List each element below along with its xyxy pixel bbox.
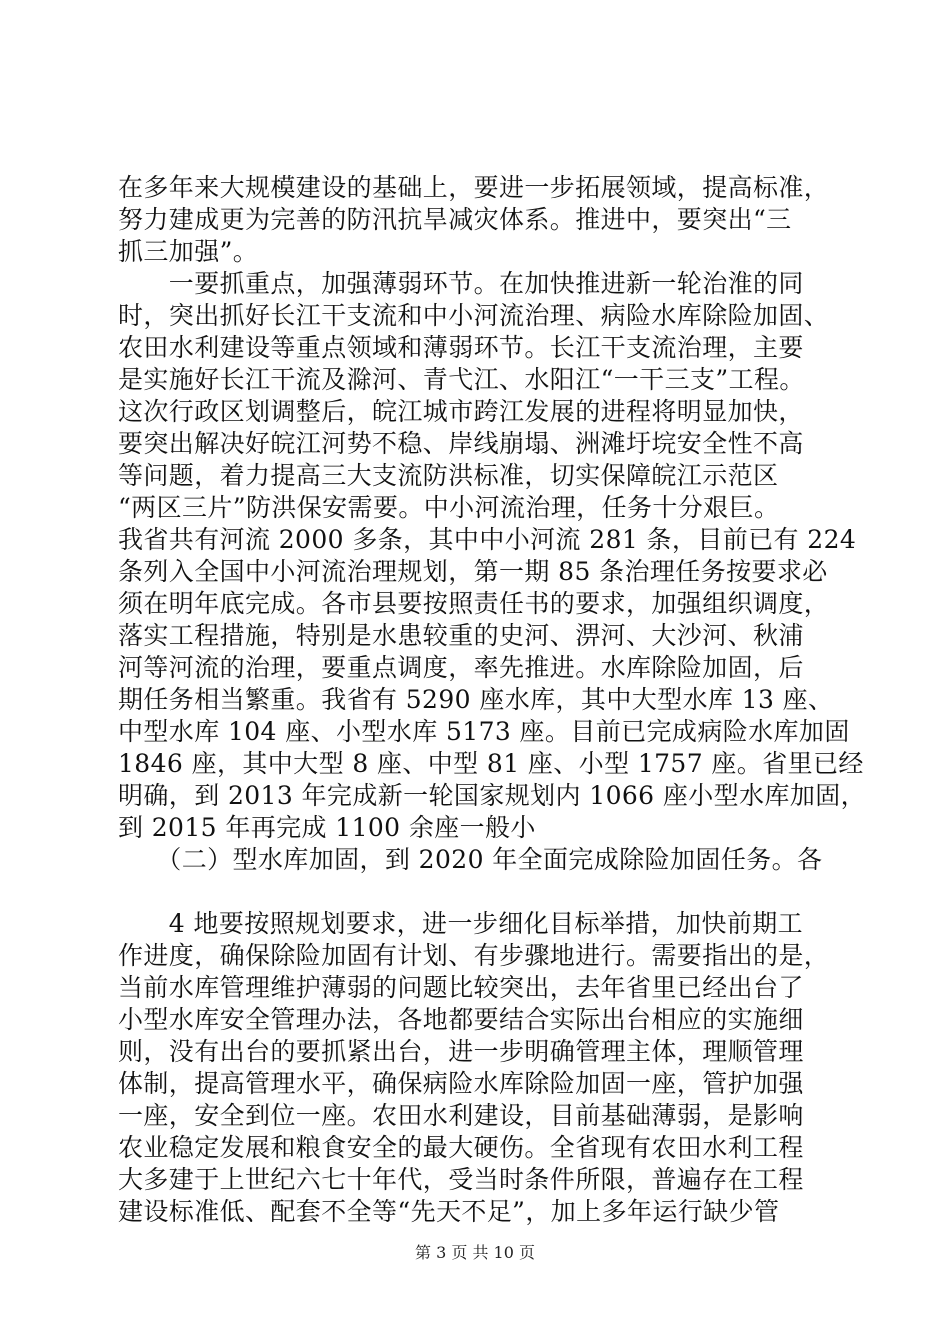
text-line: 一要抓重点，加强薄弱环节。在加快推进新一轮治淮的同 xyxy=(118,269,804,298)
text-line: 农田水利建设等重点领域和薄弱环节。长江干支流治理，主要 xyxy=(118,333,804,362)
text-line: 须在明年底完成。各市县要按照责任书的要求，加强组织调度， xyxy=(118,589,830,618)
text-line: 条列入全国中小河流治理规划，第一期 85 条治理任务按要求必 xyxy=(118,557,828,586)
text-line: 体制，提高管理水平，确保病险水库除险加固一座，管护加强 xyxy=(118,1069,804,1098)
text-line: 河等河流的治理，要重点调度，率先推进。水库除险加固，后 xyxy=(118,653,804,682)
text-line: 作进度，确保除险加固有计划、有步骤地进行。需要指出的是， xyxy=(118,941,830,970)
page-number-footer: 第 3 页 共 10 页 xyxy=(415,1243,535,1262)
text-line: 1846 座，其中大型 8 座、中型 81 座、小型 1757 座。省里已经 xyxy=(118,749,864,778)
text-line: 则，没有出台的要抓紧出台，进一步明确管理主体，理顺管理 xyxy=(118,1037,804,1066)
text-line: 这次行政区划调整后，皖江城市跨江发展的进程将明显加快， xyxy=(118,397,804,426)
text-line: （二）型水库加固，到 2020 年全面完成除险加固任务。各 xyxy=(118,845,823,874)
text-line: 建设标准低、配套不全等“先天不足”，加上多年运行缺少管 xyxy=(118,1197,780,1226)
text-line: 4 地要按照规划要求，进一步细化目标举措，加快前期工 xyxy=(118,909,804,938)
text-line: 农业稳定发展和粮食安全的最大硬伤。全省现有农田水利工程 xyxy=(118,1133,804,1162)
text-line: 是实施好长江干流及滁河、青弋江、水阳江“一干三支”工程。 xyxy=(118,365,805,394)
text-line: 我省共有河流 2000 多条，其中中小河流 281 条，目前已有 224 xyxy=(118,525,857,554)
text-line: 努力建成更为完善的防汛抗旱减灾体系。推进中，要突出“三 xyxy=(118,205,792,234)
text-line: 大多建于上世纪六七十年代，受当时条件所限，普遍存在工程 xyxy=(118,1165,804,1194)
text-line: 要突出解决好皖江河势不稳、岸线崩塌、洲滩圩垸安全性不高 xyxy=(118,429,804,458)
text-line: “两区三片”防洪保安需要。中小河流治理，任务十分艰巨。 xyxy=(118,493,780,522)
text-line: 小型水库安全管理办法，各地都要结合实际出台相应的实施细 xyxy=(118,1005,804,1034)
text-line: 当前水库管理维护薄弱的问题比较突出，去年省里已经出台了 xyxy=(118,973,804,1002)
text-line: 落实工程措施，特别是水患较重的史河、淠河、大沙河、秋浦 xyxy=(118,621,804,650)
text-line: 明确，到 2013 年完成新一轮国家规划内 1066 座小型水库加固， xyxy=(118,781,867,810)
text-line: 等问题，着力提高三大支流防洪标准，切实保障皖江示范区 xyxy=(118,461,779,490)
text-line: 时，突出抓好长江干支流和中小河流治理、病险水库除险加固、 xyxy=(118,301,830,330)
text-line: 一座，安全到位一座。农田水利建设，目前基础薄弱，是影响 xyxy=(118,1101,804,1130)
text-line: 中型水库 104 座、小型水库 5173 座。目前已完成病险水库加固 xyxy=(118,717,850,746)
text-line: 到 2015 年再完成 1100 余座一般小 xyxy=(118,813,536,842)
text-line: 抓三加强”。 xyxy=(118,237,259,266)
text-line: 在多年来大规模建设的基础上，要进一步拓展领域，提高标准， xyxy=(118,173,830,202)
text-line: 期任务相当繁重。我省有 5290 座水库，其中大型水库 13 座、 xyxy=(118,685,834,714)
